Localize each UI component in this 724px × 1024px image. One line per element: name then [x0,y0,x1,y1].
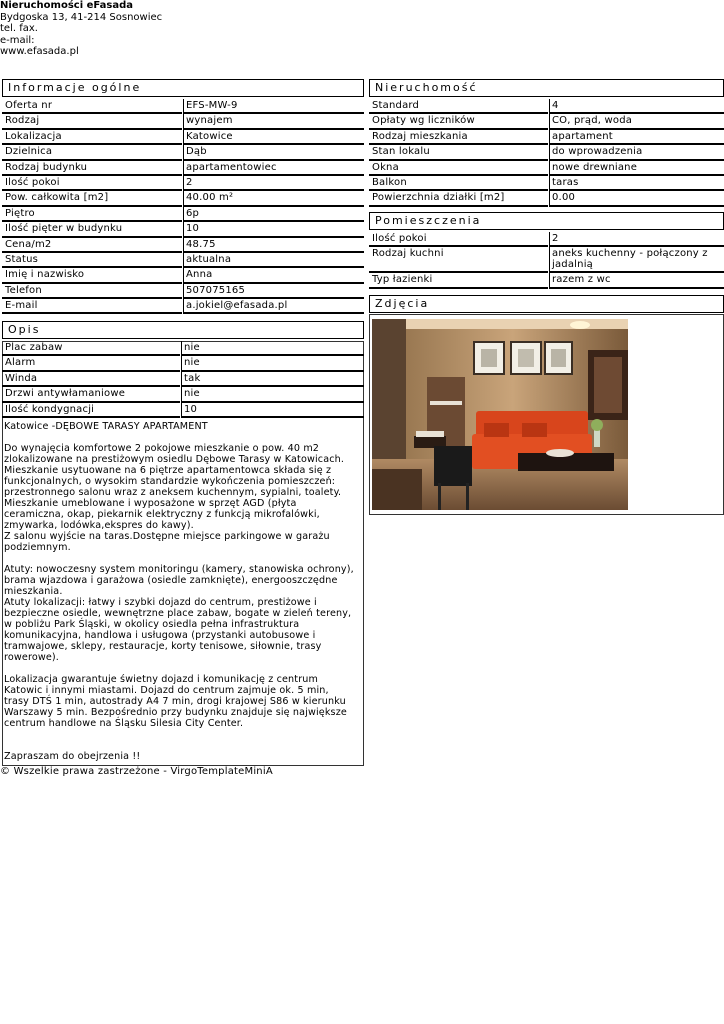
column-divider [549,145,550,160]
rooms-row [369,247,724,273]
property-row [369,191,724,206]
column-divider [181,372,182,387]
general-value: EFS-MW-9 [186,100,238,111]
row-divider [369,205,548,207]
property-label: Stan lokalu [372,146,430,158]
general-value[interactable]: a.jokiel@efasada.pl [186,300,288,312]
column-divider [549,273,550,288]
property-title: Nieruchomość [369,79,724,97]
opis-value: nie [184,342,200,353]
general-value: wynajem [186,115,233,127]
opis-row [2,341,364,356]
row-divider [550,287,724,289]
column-divider [183,207,184,222]
opis-value: 10 [184,403,198,415]
opis-row [2,387,364,402]
general-label: Ilość pokoi [5,176,60,188]
opis-row [2,356,364,371]
general-info-table [2,99,364,314]
general-row [2,176,364,191]
property-row [369,145,724,160]
general-row [2,114,364,129]
property-table [369,99,724,207]
agency-address: Bydgoska 13, 41-214 Sosnowiec [0,11,163,23]
general-label: Pow. całkowita [m2] [5,192,109,204]
opis-row [2,372,364,387]
property-value: taras [552,176,579,188]
column-divider [183,114,184,129]
general-row [2,207,364,222]
column-divider [183,191,184,206]
column-divider [183,161,184,176]
column-divider [183,145,184,160]
living-room-image [372,319,628,510]
general-value: 2 [186,176,193,188]
agency-www[interactable]: www.efasada.pl [0,46,79,57]
general-row [2,284,364,299]
property-label: Okna [372,161,399,173]
opis-value: tak [184,372,201,384]
general-value: aktualna [186,253,232,265]
general-value: apartamentowiec [186,161,277,173]
agency-header [0,0,162,58]
opis-features-table [2,341,364,418]
property-row [369,176,724,191]
column-divider [549,176,550,191]
general-label: Oferta nr [5,100,53,111]
rooms-row [369,232,724,247]
general-value: 507075165 [186,284,246,296]
rooms-value: razem z wc [552,274,611,286]
opis-title: Opis [2,321,364,339]
general-row [2,191,364,206]
general-label: Rodzaj budynku [5,161,88,173]
general-label: Ilość pięter w budynku [5,223,123,235]
rooms-table [369,232,724,289]
agency-email: e-mail: [0,34,35,46]
column-divider [549,130,550,145]
general-title: Informacje ogólne [2,79,364,97]
opis-label: Ilość kondygnacji [5,403,95,415]
apartment-photo[interactable] [372,319,628,510]
photos-title: Zdjęcia [369,295,724,313]
general-label: Telefon [5,284,42,296]
column-divider [549,114,550,129]
column-divider [183,253,184,268]
general-value: Anna [186,269,213,281]
column-divider [549,247,550,273]
column-divider [181,403,182,418]
opis-label: Plac zabaw [5,342,63,353]
opis-value: nie [184,388,200,400]
general-value: Katowice [186,130,233,142]
general-row [2,222,364,237]
general-label: Lokalizacja [5,130,62,142]
column-divider [181,387,182,402]
general-label: Cena/m2 [5,238,52,250]
column-divider [183,268,184,283]
general-row [2,145,364,160]
general-value: 40.00 m² [186,192,234,204]
column-divider [183,130,184,145]
opis-value: nie [184,357,200,369]
general-row [2,99,364,114]
general-row [2,268,364,283]
property-row [369,99,724,114]
rooms-label: Rodzaj kuchni [372,248,444,260]
copyright-footer: © Wszelkie prawa zastrzeżone - VirgoTemplateMiniA [0,766,273,777]
row-divider [2,416,180,418]
column-divider [183,238,184,253]
general-value: 6p [186,207,200,219]
general-value: 48.75 [186,238,216,250]
general-row [2,161,364,176]
rooms-value: aneks kuchenny - połączony z jadalnią [552,248,708,271]
property-label: Rodzaj mieszkania [372,130,468,142]
general-row [2,238,364,253]
general-label: Rodzaj [5,115,40,127]
general-label: Piętro [5,207,35,219]
property-value: do wprowadzenia [552,146,643,158]
property-row [369,114,724,129]
property-label: Balkon [372,176,407,188]
row-divider [550,205,724,207]
general-label: E-mail [5,300,38,312]
rooms-label: Typ łazienki [372,274,433,286]
general-label: Dzielnica [5,146,53,158]
property-label: Standard [372,100,420,111]
row-divider [182,416,364,418]
row-divider [184,312,364,314]
property-value: apartament [552,130,613,142]
column-divider [549,99,550,114]
general-label: Status [5,253,39,265]
row-divider [2,312,182,314]
general-label: Imię i nazwisko [5,269,85,281]
property-row [369,161,724,176]
opis-row [2,403,364,418]
rooms-title: Pomieszczenia [369,212,724,230]
agency-tel: tel. fax. [0,23,38,34]
rooms-row [369,273,724,288]
column-divider [183,284,184,299]
property-label: Opłaty wg liczników [372,115,475,127]
column-divider [183,299,184,314]
row-divider [369,287,548,289]
column-divider [549,161,550,176]
column-divider [183,176,184,191]
opis-label: Winda [5,372,38,384]
property-value: 4 [552,100,559,111]
column-divider [549,191,550,206]
opis-label: Alarm [5,357,36,369]
property-value: nowe drewniane [552,161,638,173]
column-divider [549,232,550,247]
column-divider [183,99,184,114]
general-value: 10 [186,223,200,235]
rooms-label: Ilość pokoi [372,233,427,244]
offer-description: Katowice -DĘBOWE TARASY APARTAMENT Do wynajęcia komfortowe 2 pokojowe mieszkanie o pow. 40 m2 zlokalizowane na prestiżowym osiedlu Dębowe Tarasy w Katowicach. Mieszkanie usytuowane na 6 piętrze apartamentowca składa się z funkcjonalnych, o wysokim standardzie wykończenia pomieszczeń: przestronnego salonu wraz z aneksem kuchennym, sypialni, toalety. Mieszkanie umeblowane i wyposażone w sprzęt AGD (płyta ceramiczna, okap, piekarnik elektryczny z funkcją mikrofalówki, zmywarka, lodówka,ekspres do kawy). Z salonu wyjście na taras.Dostępne miejsce parkingowe w garażu podziemnym. Atuty: nowoczesny system monitoringu (kamery, stanowiska ochrony), brama wjazdowa i garażowa (osiedle zamknięte), energooszczędne mieszkania. Atuty lokalizacji: łatwy i szybki dojazd do centrum, prestiżowe i bezpieczne osiedle, wewnętrzne place zabaw, bogate w zieleń tereny, w pobliżu Park Śląski, w okolicy osiedla pełna infrastruktura komunikacyjna, handlowa i usługowa (przystanki autobusowe i tramwajowe, sklepy, restauracje, korty tenisowe, siłownie, trasy rowerowe). Lokalizacja gwarantuje świetny dojazd i komunikację z centrum Katowic i innymi miastami. Dojazd do centrum zajmuje ok. 5 min, trasy DTŚ 1 min, autostrady A4 7 min, drogi krajowej S86 w kierunku Warszawy 5 min. Bezpośrednio przy budynku znajduje się największe centrum handlowe na Śląsku Silesia City Center. Zapraszam do obejrzenia !! [4,421,354,762]
general-row [2,299,364,314]
rooms-value: 2 [552,233,559,244]
property-value: CO, prąd, woda [552,115,633,127]
property-value: 0.00 [552,192,576,204]
opis-label: Drzwi antywłamaniowe [5,388,126,400]
property-label: Powierzchnia działki [m2] [372,192,505,204]
column-divider [181,356,182,371]
general-row [2,130,364,145]
property-row [369,130,724,145]
general-value: Dąb [186,146,207,158]
agency-name: Nieruchomości eFasada [0,0,134,11]
column-divider [181,341,182,356]
general-row [2,253,364,268]
column-divider [183,222,184,237]
